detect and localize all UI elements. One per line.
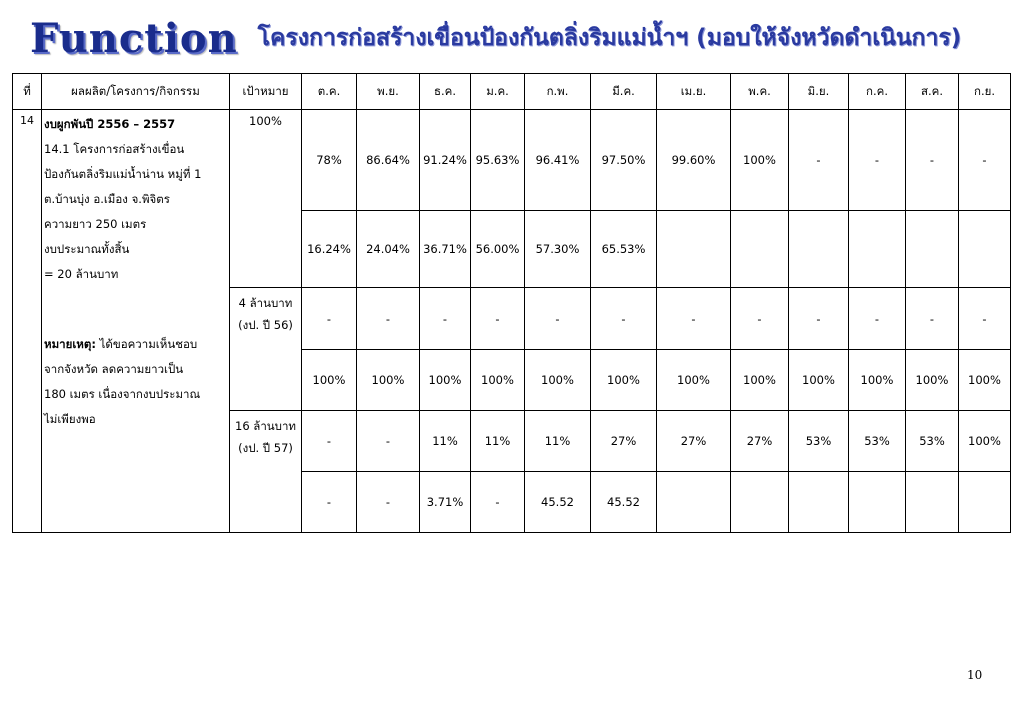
table-cell: - bbox=[471, 472, 525, 533]
table-cell bbox=[959, 472, 1011, 533]
target-year-56 bbox=[230, 288, 302, 411]
slide-title bbox=[30, 10, 961, 66]
table-cell: 53% bbox=[789, 411, 849, 472]
progress-table bbox=[12, 73, 1011, 533]
table-cell: 99.60% bbox=[657, 110, 731, 211]
table-cell: - bbox=[525, 288, 591, 350]
note-line: 180 เมตร เนื่องจากงบประมาณ bbox=[44, 387, 201, 401]
table-cell: - bbox=[657, 288, 731, 350]
table-cell: 100% bbox=[357, 350, 420, 411]
table-cell: - bbox=[591, 288, 657, 350]
table-cell: 96.41% bbox=[525, 110, 591, 211]
table-cell: 16.24% bbox=[302, 211, 357, 288]
target-budget-year: (งป. ปี 57) bbox=[238, 441, 293, 455]
table-cell bbox=[959, 211, 1011, 288]
table-cell bbox=[731, 472, 789, 533]
table-cell bbox=[731, 211, 789, 288]
table-cell: - bbox=[959, 288, 1011, 350]
project-line: = 20 ล้านบาท bbox=[44, 267, 119, 281]
table-cell: 45.52 bbox=[591, 472, 657, 533]
header-cell: ธ.ค. bbox=[420, 74, 471, 110]
header-cell: พ.ค. bbox=[731, 74, 789, 110]
table-cell: 100% bbox=[591, 350, 657, 411]
table-cell: - bbox=[357, 472, 420, 533]
table-cell: 100% bbox=[302, 350, 357, 411]
project-line: ป้องกันตลิ่งริมแม่น้ำน่าน หมู่ที่ 1 bbox=[44, 167, 202, 181]
note-first-line bbox=[44, 332, 228, 357]
header-cell: เป้าหมาย bbox=[230, 74, 302, 110]
table-cell: - bbox=[789, 288, 849, 350]
table-cell: 78% bbox=[302, 110, 357, 211]
target-amount: 16 ล้านบาท bbox=[235, 419, 296, 433]
table-cell: 53% bbox=[906, 411, 959, 472]
table-cell: 57.30% bbox=[525, 211, 591, 288]
header-cell: มี.ค. bbox=[591, 74, 657, 110]
project-description bbox=[42, 110, 230, 533]
table-cell bbox=[657, 472, 731, 533]
table-cell: 100% bbox=[789, 350, 849, 411]
project-line: งบประมาณทั้งสิ้น bbox=[44, 242, 130, 256]
table-cell: 27% bbox=[591, 411, 657, 472]
header-cell: ก.ค. bbox=[849, 74, 906, 110]
table-cell: - bbox=[357, 288, 420, 350]
table-cell: - bbox=[302, 288, 357, 350]
project-line: ความยาว 250 เมตร bbox=[44, 217, 147, 231]
table-cell: 100% bbox=[420, 350, 471, 411]
header-cell: ก.พ. bbox=[525, 74, 591, 110]
table-cell: 100% bbox=[731, 110, 789, 211]
table-cell: 100% bbox=[906, 350, 959, 411]
table-cell: 36.71% bbox=[420, 211, 471, 288]
header-cell: มิ.ย. bbox=[789, 74, 849, 110]
header-cell: ส.ค. bbox=[906, 74, 959, 110]
table-cell: 65.53% bbox=[591, 211, 657, 288]
table-cell: 100% bbox=[731, 350, 789, 411]
note-line: จากจังหวัด ลดความยาวเป็น bbox=[44, 362, 184, 376]
table-cell bbox=[906, 211, 959, 288]
table-cell: - bbox=[420, 288, 471, 350]
table-row bbox=[13, 110, 1011, 211]
table-cell: - bbox=[959, 110, 1011, 211]
table-cell: - bbox=[849, 110, 906, 211]
table-cell: - bbox=[789, 110, 849, 211]
table-cell bbox=[849, 472, 906, 533]
target-budget-year: (งป. ปี 56) bbox=[238, 318, 293, 332]
table-cell: - bbox=[731, 288, 789, 350]
table-cell: 11% bbox=[525, 411, 591, 472]
target-amount: 4 ล้านบาท bbox=[238, 296, 293, 310]
table-cell bbox=[849, 211, 906, 288]
note-text: ได้ขอความเห็นชอบ bbox=[95, 337, 198, 351]
table-cell: 100% bbox=[657, 350, 731, 411]
header-cell: ผลผลิต/โครงการ/กิจกรรม bbox=[42, 74, 230, 110]
table-cell: - bbox=[471, 288, 525, 350]
table-cell: 56.00% bbox=[471, 211, 525, 288]
project-heading: งบผูกพันปี 2556 – 2557 bbox=[44, 117, 176, 131]
header-cell: พ.ย. bbox=[357, 74, 420, 110]
table-cell: 53% bbox=[849, 411, 906, 472]
note-label: หมายเหตุ: bbox=[44, 337, 96, 351]
title-subtitle: โครงการก่อสร้างเขื่อนป้องกันตลิ่งริมแม่น้ำฯ (มอบให้จังหวัดดำเนินการ) bbox=[257, 25, 962, 51]
table-cell: 91.24% bbox=[420, 110, 471, 211]
table-cell: - bbox=[357, 411, 420, 472]
note-line: ไม่เพียงพอ bbox=[44, 412, 96, 426]
table-cell: 24.04% bbox=[357, 211, 420, 288]
title-main: Function bbox=[30, 14, 238, 62]
table-cell: 100% bbox=[959, 411, 1011, 472]
table-cell: 97.50% bbox=[591, 110, 657, 211]
table-cell bbox=[789, 211, 849, 288]
table-cell: - bbox=[906, 288, 959, 350]
table-cell: 100% bbox=[525, 350, 591, 411]
table-cell: - bbox=[302, 411, 357, 472]
table-cell: 3.71% bbox=[420, 472, 471, 533]
header-cell: เม.ย. bbox=[657, 74, 731, 110]
table-cell bbox=[789, 472, 849, 533]
table-cell: 86.64% bbox=[357, 110, 420, 211]
table-cell: - bbox=[302, 472, 357, 533]
target-overall: 100% bbox=[230, 110, 302, 288]
header-cell: ที่ bbox=[13, 74, 42, 110]
header-cell: ก.ย. bbox=[959, 74, 1011, 110]
header-cell: ม.ค. bbox=[471, 74, 525, 110]
header-row bbox=[13, 74, 1011, 110]
table-cell: 95.63% bbox=[471, 110, 525, 211]
table-cell: 27% bbox=[657, 411, 731, 472]
table-cell: 100% bbox=[959, 350, 1011, 411]
table-cell: 11% bbox=[471, 411, 525, 472]
table-cell: - bbox=[849, 288, 906, 350]
project-line: 14.1 โครงการก่อสร้างเขื่อน bbox=[44, 142, 185, 156]
table-cell: 100% bbox=[471, 350, 525, 411]
page-number: 10 bbox=[967, 668, 983, 682]
table-cell bbox=[906, 472, 959, 533]
table-cell: - bbox=[906, 110, 959, 211]
table-cell: 45.52 bbox=[525, 472, 591, 533]
table-cell: 27% bbox=[731, 411, 789, 472]
table-cell: 11% bbox=[420, 411, 471, 472]
table-cell bbox=[657, 211, 731, 288]
target-year-57 bbox=[230, 411, 302, 533]
table-cell: 100% bbox=[849, 350, 906, 411]
project-line: ต.บ้านบุ่ง อ.เมือง จ.พิจิตร bbox=[44, 192, 170, 206]
row-number: 14 bbox=[13, 110, 42, 533]
header-cell: ต.ค. bbox=[302, 74, 357, 110]
